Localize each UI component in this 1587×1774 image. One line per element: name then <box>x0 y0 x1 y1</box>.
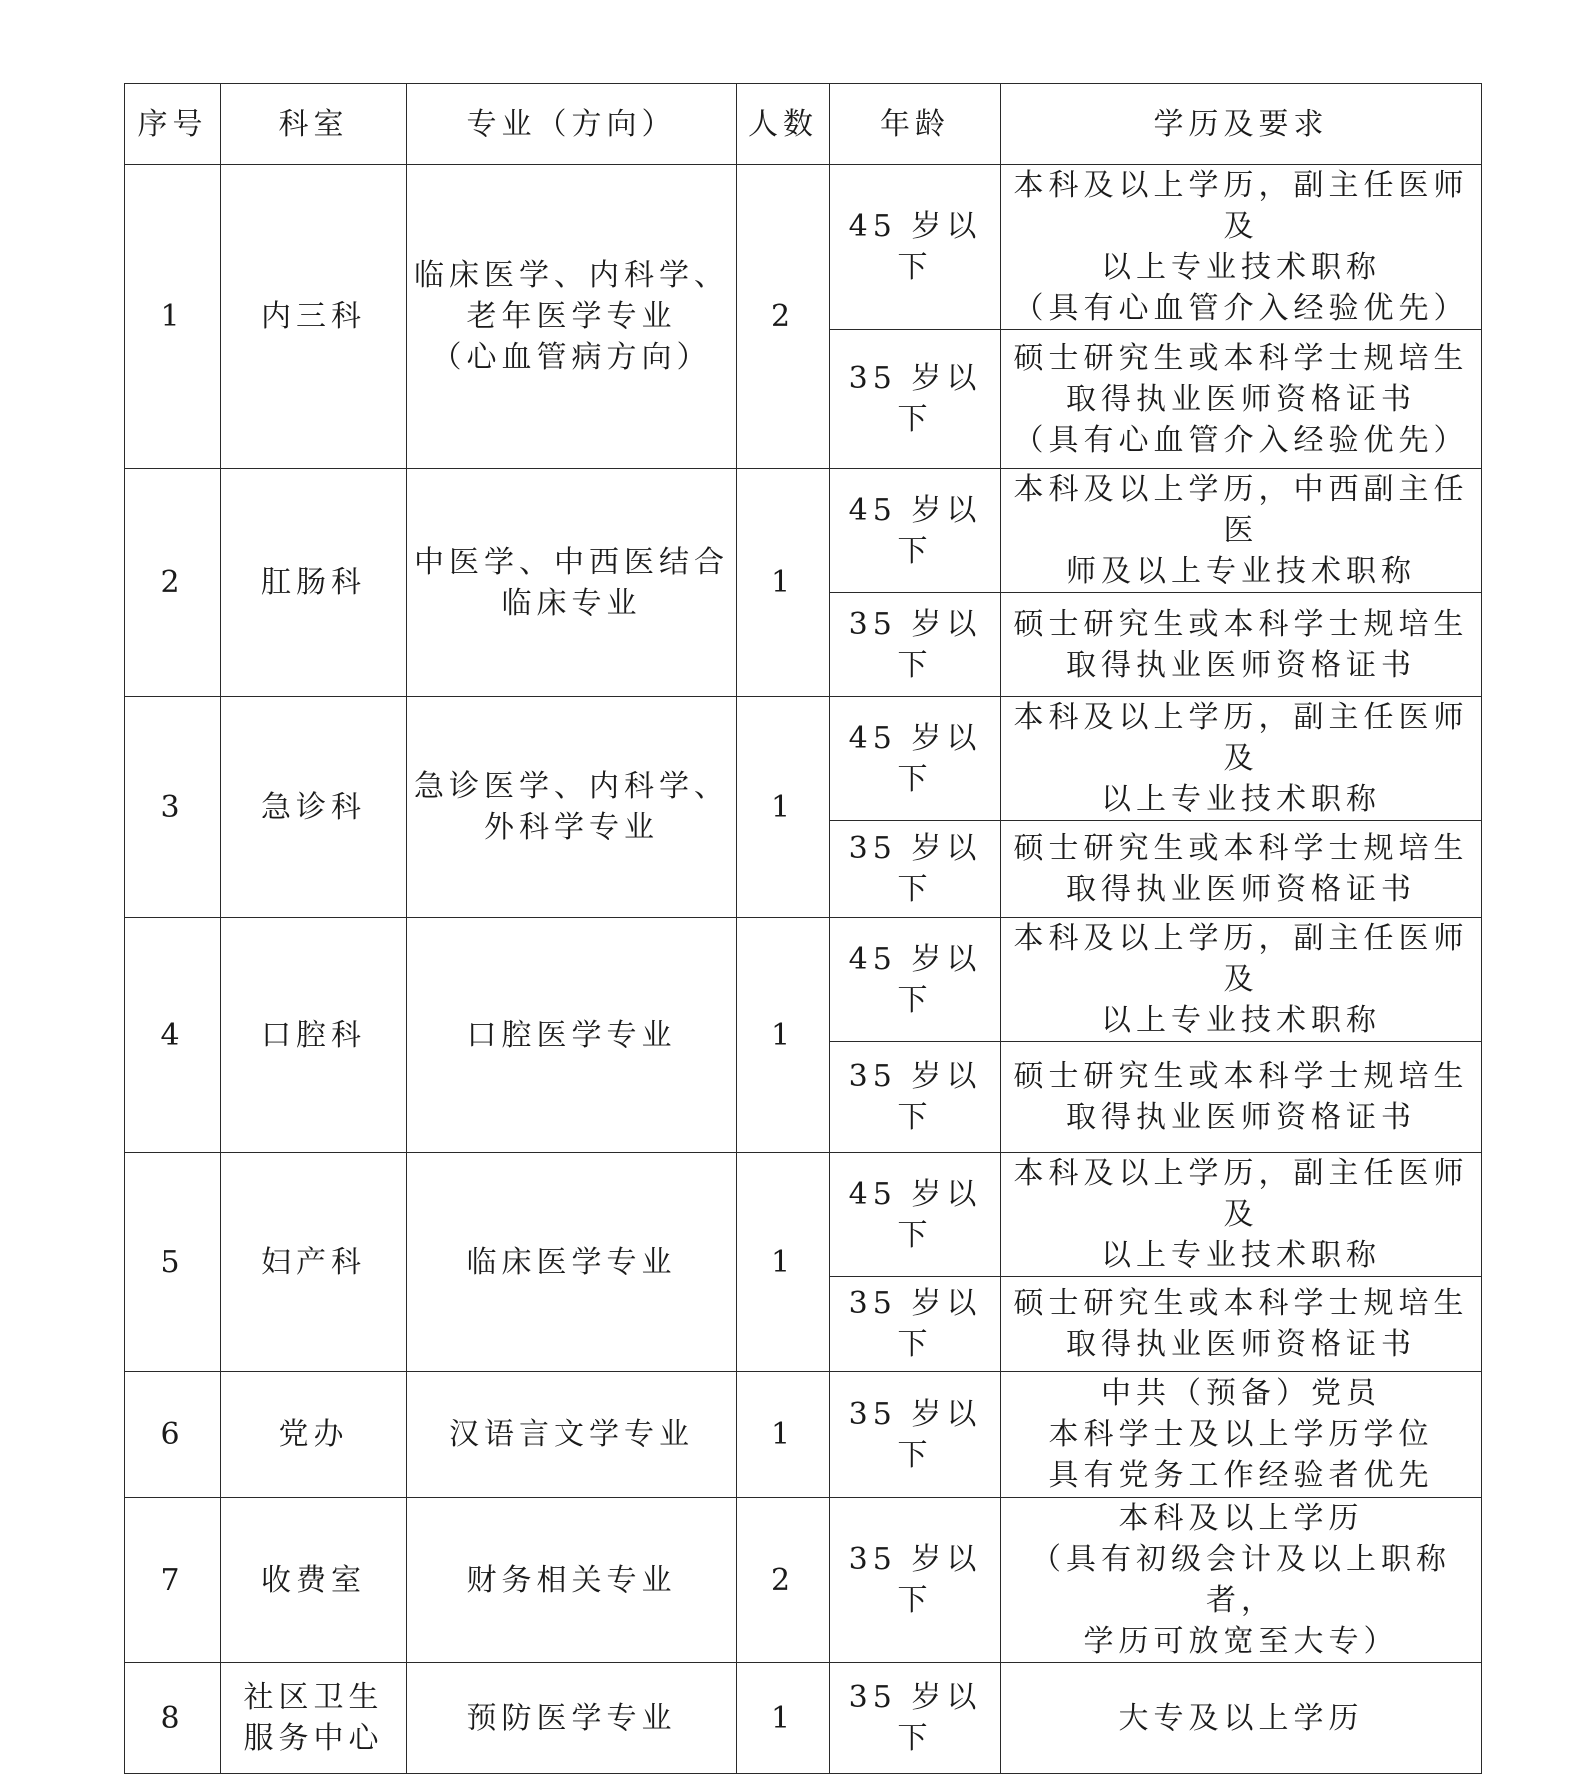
count-cell: 1 <box>737 1153 830 1372</box>
count-cell: 1 <box>737 697 830 918</box>
dept-cell: 社区卫生 服务中心 <box>221 1663 407 1774</box>
requirements-cell: 本科及以上学历 （具有初级会计及以上职称者， 学历可放宽至大专） <box>1001 1498 1482 1663</box>
age-cell: 35 岁以下 <box>830 1277 1001 1372</box>
major-cell: 中医学、中西医结合 临床专业 <box>407 469 737 697</box>
table-row <box>125 697 1482 821</box>
count-cell: 2 <box>737 1498 830 1663</box>
age-cell: 45 岁以下 <box>830 918 1001 1042</box>
seq-cell: 4 <box>125 918 221 1153</box>
recruitment-table <box>124 83 1482 1774</box>
dept-cell: 内三科 <box>221 165 407 469</box>
major-cell: 预防医学专业 <box>407 1663 737 1774</box>
table-row <box>125 469 1482 593</box>
requirements-cell: 本科及以上学历，中西副主任医 师及以上专业技术职称 <box>1001 469 1482 593</box>
major-cell: 汉语言文学专业 <box>407 1372 737 1498</box>
seq-cell: 2 <box>125 469 221 697</box>
table-row <box>125 918 1482 1042</box>
seq-cell: 8 <box>125 1663 221 1774</box>
age-cell: 35 岁以下 <box>830 593 1001 697</box>
major-cell: 口腔医学专业 <box>407 918 737 1153</box>
age-cell: 45 岁以下 <box>830 165 1001 330</box>
age-cell: 45 岁以下 <box>830 1153 1001 1277</box>
count-cell: 1 <box>737 1663 830 1774</box>
requirements-cell: 本科及以上学历，副主任医师及 以上专业技术职称 <box>1001 697 1482 821</box>
seq-cell: 3 <box>125 697 221 918</box>
header-dept: 科室 <box>221 84 407 165</box>
age-cell: 35 岁以下 <box>830 821 1001 918</box>
dept-cell: 妇产科 <box>221 1153 407 1372</box>
header-major: 专业（方向） <box>407 84 737 165</box>
requirements-cell: 硕士研究生或本科学士规培生 取得执业医师资格证书 <box>1001 1277 1482 1372</box>
major-cell: 财务相关专业 <box>407 1498 737 1663</box>
requirements-cell: 大专及以上学历 <box>1001 1663 1482 1774</box>
count-cell: 1 <box>737 469 830 697</box>
major-cell: 临床医学、内科学、 老年医学专业 （心血管病方向） <box>407 165 737 469</box>
requirements-cell: 硕士研究生或本科学士规培生 取得执业医师资格证书 （具有心血管介入经验优先） <box>1001 330 1482 469</box>
requirements-cell: 硕士研究生或本科学士规培生 取得执业医师资格证书 <box>1001 821 1482 918</box>
dept-cell: 急诊科 <box>221 697 407 918</box>
table-row <box>125 1663 1482 1774</box>
dept-cell: 党办 <box>221 1372 407 1498</box>
table-row <box>125 1153 1482 1277</box>
requirements-cell: 本科及以上学历，副主任医师及 以上专业技术职称 <box>1001 1153 1482 1277</box>
header-age: 年龄 <box>830 84 1001 165</box>
count-cell: 1 <box>737 1372 830 1498</box>
age-cell: 35 岁以下 <box>830 1663 1001 1774</box>
dept-cell: 收费室 <box>221 1498 407 1663</box>
requirements-cell: 中共（预备）党员 本科学士及以上学历学位 具有党务工作经验者优先 <box>1001 1372 1482 1498</box>
requirements-cell: 硕士研究生或本科学士规培生 取得执业医师资格证书 <box>1001 1042 1482 1153</box>
seq-cell: 1 <box>125 165 221 469</box>
table-row <box>125 165 1482 330</box>
seq-cell: 7 <box>125 1498 221 1663</box>
major-cell: 急诊医学、内科学、 外科学专业 <box>407 697 737 918</box>
age-cell: 35 岁以下 <box>830 330 1001 469</box>
table-row <box>125 1498 1482 1663</box>
age-cell: 35 岁以下 <box>830 1042 1001 1153</box>
seq-cell: 6 <box>125 1372 221 1498</box>
age-cell: 45 岁以下 <box>830 697 1001 821</box>
dept-cell: 口腔科 <box>221 918 407 1153</box>
table-row <box>125 1372 1482 1498</box>
requirements-cell: 本科及以上学历，副主任医师及 以上专业技术职称 （具有心血管介入经验优先） <box>1001 165 1482 330</box>
count-cell: 1 <box>737 918 830 1153</box>
requirements-cell: 硕士研究生或本科学士规培生 取得执业医师资格证书 <box>1001 593 1482 697</box>
age-cell: 35 岁以下 <box>830 1498 1001 1663</box>
header-requirements: 学历及要求 <box>1001 84 1482 165</box>
age-cell: 35 岁以下 <box>830 1372 1001 1498</box>
requirements-cell: 本科及以上学历，副主任医师及 以上专业技术职称 <box>1001 918 1482 1042</box>
age-cell: 45 岁以下 <box>830 469 1001 593</box>
header-count: 人数 <box>737 84 830 165</box>
header-row <box>125 84 1482 165</box>
count-cell: 2 <box>737 165 830 469</box>
dept-cell: 肛肠科 <box>221 469 407 697</box>
header-seq: 序号 <box>125 84 221 165</box>
seq-cell: 5 <box>125 1153 221 1372</box>
major-cell: 临床医学专业 <box>407 1153 737 1372</box>
